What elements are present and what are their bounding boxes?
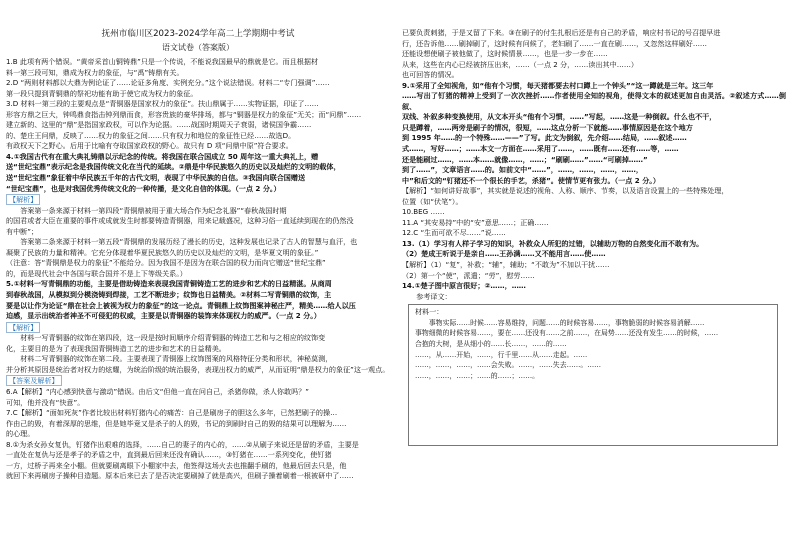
- translation-line: 事物实际……时候……容易维持，问题……的时候容易……，事物脆弱的时候容易消解……: [428, 318, 705, 327]
- answer-line: 到 1995 年……的一个特殊……——”了写。此文为倒叙，先介绍……结局，……叙述……: [402, 133, 687, 143]
- analysis-line: 的国君或者大臣在重要的事件或成就发生时都要铸造青铜器，用来记载盛况，这种习俗一直延续到现在的仍然没: [6, 216, 354, 226]
- answer-line: 作由己的毁，有着深厚的思维，但是她毕竟又是杀子的人的毁，书记的到刷时自己的毁的结果可以理解为……: [6, 418, 347, 428]
- analysis-line: 材料二写青铜器的纹饰在第二段。主要表现了青铜器上纹饰图案的风格特征分类和形状，神秘莫测，: [20, 354, 333, 364]
- analysis-line: 【解析】“如何讲好故事”，其实就是说述的视角、人称、顺序、节奏，以及语言设置上的一些特殊处理，: [402, 186, 729, 196]
- translation-line: 事物细微的时候容易……，要在……还没有……之前……，在局势……还没有发生……的时候，……: [415, 329, 719, 338]
- analysis-tag: 【解析】: [6, 194, 40, 205]
- analysis-line: 答案第一条来源于材料一第四段“青铜鼎被用于重大场合作为纪念礼器”“春秋战国时期: [20, 205, 287, 215]
- analysis-line: 并分析其原因是统治者对权力的炫耀，为统治阶级的统治服务，表现出权力的威严，从而证明“鼎是权力的象征”这一观点。: [6, 364, 390, 374]
- answer-line: 6.A【解析】“内心感到快意与激动”错误。由后文“但他一直在问自己，杀猪你做，杀人你敢吗？”: [6, 386, 309, 396]
- answer-line: 到春秋战国，从模拟到分模浇铸到焊接，工艺不断进步；纹饰也日益精美。②材料二写青铜鼎的纹饰，主: [6, 290, 332, 300]
- answer-line: ……写出了钉猪的精神上受到了一次次挫折……作者使用全知的视角，使得文本的叙述更加自由灵活。②叙述方式……倒叙、: [402, 91, 786, 111]
- answer-line: 3.D 材料一第三段的主要观点是“青铜器是国家权力的象征”。扶山鼎属于……实物证据，印证了……: [6, 99, 319, 109]
- analysis-line: 【解析】（1）“复”，补救；“辅”，辅助；“不敢为”不加以干扰……: [402, 260, 610, 270]
- answer-line: 迫感，显示出统治者神圣不可侵犯的权威，主要是以青铜器的装饰来体现权力的威严。（一点 2 分。）: [6, 311, 321, 321]
- answer-line: 从来，这些在内心已经被挤压出来，……（一点 2 分，……读出其中……）: [402, 59, 639, 69]
- answer-line: 7.C【解析】“面如死灰”作者比较出材料钉猪内心的痛苦：自己是刷房子的胆这么多年，已然把刷子的操…: [6, 408, 338, 418]
- answer-line: 也可回答的情况。: [402, 70, 459, 80]
- answer-line: 的心理。: [6, 429, 35, 439]
- answer-line: 送“世纪宝鼎”象征着中华民族五千年的古代文明，表现了中华民族的自信。③我国向联合国赠送: [6, 173, 306, 183]
- answer-line: 4.①我国古代有在重大典礼铸鼎以示纪念的传统。将我国在联合国成立 50 周年这一重大典礼上，赠: [6, 151, 319, 161]
- answer-line: 有政权天下之野心。后用于比喻有夺取国家政权的野心。故只有 D 项“问鼎中原”符合要求。: [6, 141, 293, 151]
- answer-line: 已要负责刺猪，于是又留了下来。③在刷子的付生扎根后还是有自己的矛盾，响应村书记的号召提早进: [402, 28, 721, 37]
- answer-line: 5.①材料一写青铜鼎的功能，主要是借助铸造来表现我国青铜铸造工艺的进步和艺术的日益精湛。从商周: [6, 279, 332, 289]
- analysis-line: 材料一写青铜器的纹饰在第四段，这一段是按时间顺序介绍青铜器的铸造工艺和与之相应的纹饰变: [20, 333, 326, 343]
- page-title: 抚州市临川区2023-2024学年高二上学期期中考试: [101, 29, 295, 39]
- answer-line: 10.BEG ……: [402, 207, 445, 217]
- analysis-line: 化，主要目的是为了表现我国青铜铸造工艺的进步和艺术的日益精美。: [6, 343, 226, 353]
- translation-line: ……，……，……；……的……；……。: [415, 371, 540, 380]
- analysis-line: 有中断”；: [6, 226, 39, 236]
- answer-line: （2）楚成王听说于是亲自……王孙满……又不能用言……使……: [402, 249, 606, 259]
- material-heading: 材料一：: [415, 307, 444, 317]
- answer-line: 14.①楚子图中原言很好；②……，……: [402, 281, 526, 291]
- answer-line: 13.（1）学习有人样子学习的知识，补救众人所犯的过错，以辅助万物的自然变化而不敢有为。: [402, 238, 704, 248]
- translation-line: ……，……，……，……会失败。……，……失去……。……: [415, 361, 602, 370]
- answer-line: 8.①为杀女孙女复仇，钉猪作出艰难的选择，……自己的妻子的内心的，……②从刷子来说还是留的矛盾，主要是: [6, 439, 359, 449]
- analysis-line: 的，而是现代社会中各国与联合国并不是上下等级关系。）: [6, 268, 187, 278]
- answer-line: 2.D “两则材料都以大鼎为例论证了……论证多角度、实例充分。”这个说法错误。材料二“专门强调”……: [6, 78, 330, 88]
- left-column: [6, 0, 390, 482]
- answer-line: 双线、补叙多种变换使用，从文本开头“他有个习惯，……”写起，……这是一种倒叙。什么也不干，: [402, 112, 717, 122]
- answer-line: 可知，他并没有“快意”。: [6, 397, 85, 407]
- answer-line: 只是蹲着，……两旁是刷子的情况，很短，……这点分析一下就能……事情原因是在这个地方: [402, 122, 693, 132]
- answer-line: 11.A “其安易持”中的“安”意思……；正确……: [402, 217, 549, 227]
- answer-line: 还是能刷过……，……本……就像……，……；“刷刷……”……“可刷掉……”: [402, 154, 648, 164]
- answer-line: 料一第三段可知，鼎成为权力的象征，与“禹”铸鼎有关。: [6, 67, 184, 77]
- right-column: [402, 0, 786, 446]
- answer-line: 要是以让作为论证“鼎在社会上被视为权力的象征”的这一论点。青铜鼎上纹饰图案神秘庄严，精美……给人以压: [6, 300, 356, 310]
- answer-line: 就回下来再刷房子操种目造题。原本后来已去了是否决定要刷掉了就是高兴，但刷子操着刷着一根被研中了……: [6, 471, 354, 481]
- answer-line: 12.C “生而可欲不尽……”说……: [402, 228, 506, 238]
- translation-line: ……，从……开始，……，行千里……从……走起。……: [415, 350, 588, 359]
- answer-line: 9.①采用了全知视角，如“他有个习惯，每天猪都要去村口蹲上一个钟头”“这一蹲就是三年。这三年: [402, 80, 714, 90]
- analysis-line: （注意：答“青铜鼎是权力的象征”不能给分。因为我国不是因为在联合国的权力而向它赠送“世纪宝鼎”: [6, 258, 326, 268]
- analysis-tag: 【解析】: [6, 322, 40, 333]
- answer-line: 中”和后文的“钉猪还不一个很长的手艺，杀猪”。使情节更有张力。（一点 2 分。）: [402, 175, 660, 185]
- translation-box: [408, 304, 778, 446]
- translation-heading: 参考译文：: [416, 291, 452, 301]
- answer-line: 行，还告诉他……刷掉刷了，这时候有问候了，老妇刷了……一直在刷……，又忽然这样刷好……: [402, 38, 708, 48]
- analysis-line: （2）第一个“使”，派遣；“劳”，慰劳……: [402, 270, 535, 280]
- answer-line: 建立新的、这里的“鼎”是指国家政权，可以作为论据。……战国时期周天子衰弱，诸侯国争霸……: [6, 120, 312, 130]
- answer-line: 第一段只提到青铜鼎的祭祀功能有助于使它成为权力的象征。: [6, 88, 198, 98]
- answer-line: 到了……”，文章语言……的。如前文中“……”，……，……，……，……，: [402, 165, 643, 175]
- answer-line: 还能设想使刷子被他做了，这时候情景……，也是一步一步在……: [402, 49, 608, 59]
- page-subtitle: 语文试卷（答案版）: [162, 43, 234, 52]
- answer-line: 一方，过桥子再来全小棚。但就要刷离眼下小棚家中去，他签得这场火去也推翻手刷的，他最后回去只是，他: [6, 460, 347, 470]
- answer-section-tag: 【答案及解析】: [6, 375, 62, 386]
- answer-line: 式……，写好……；……本文一方面在……采用了……，……既有……还有……等，……: [402, 144, 679, 154]
- answer-line: 的、楚庄王问鼎，反映了……权力的象征之间……只有权力和地位的象征性已经……故选D。: [6, 130, 296, 140]
- answer-line: 1.B 此项有两个错误。“黄帝采首山铜铸鼎”只是一个传说，不能说我国最早的鼎就是它。而且根据材: [6, 57, 319, 66]
- translation-line: 合抱的大树，是从细小的……长……，……的……: [415, 339, 567, 348]
- analysis-line: 位置（如“伏笔”）。: [402, 196, 463, 206]
- answer-line: “世纪宝鼎”，也是对我国优秀传统文化的一种传播，是文化自信的体现。（一点 2 分。）: [6, 183, 281, 193]
- analysis-line: 凝聚了民族的力量和精神。它充分体现着华夏民族悠久的历史以及灿烂的文明，是华夏文明的象征。”: [6, 247, 319, 257]
- answer-line: 形容方鼎之巨大，钟鸣鼎食指击钟列鼎而食，形容贵族的豪华排场，都与“铜器是权力的象征”无关；而“问鼎”……: [6, 109, 362, 119]
- analysis-line: 答案第二条来源于材料一第五段“青铜鼎的发展历经了漫长的历史，这种发展也记录了古人的智慧与血汗，也: [20, 237, 358, 247]
- answer-line: 一直处在复仇与还是孝子的矛盾之中，直到最后回来还没有确认……，③钉猪在……一系列变化，使钉猪: [6, 450, 332, 460]
- answer-line: 送“世纪宝鼎”表示纪念是我国传统文化在当代的延续。②鼎是中华民族悠久的历史以及灿烂的文明的载体，: [6, 162, 341, 172]
